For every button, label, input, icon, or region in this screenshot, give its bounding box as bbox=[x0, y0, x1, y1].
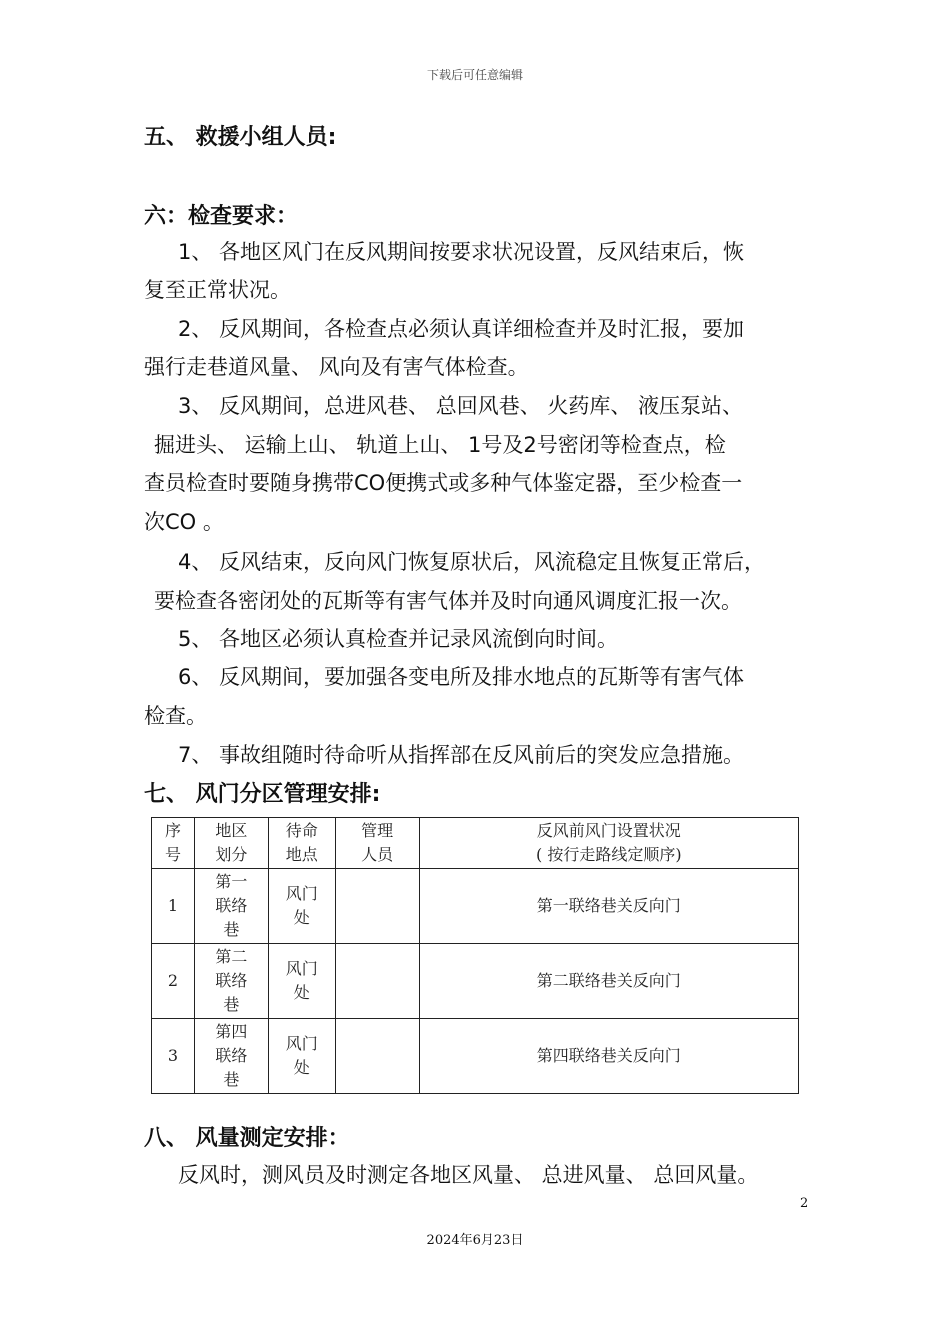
cell-staff bbox=[335, 1019, 419, 1094]
footer-date: 2024年6月23日 bbox=[426, 1233, 524, 1248]
airflow-measurement-line: 反风时，测风员及时测定各地区风量、 总进风量、 总回风量。 bbox=[178, 1163, 759, 1187]
item-6-line-1: 6、 反风期间，要加强各变电所及排水地点的瓦斯等有害气体 bbox=[178, 665, 745, 689]
item-2-line-1: 2、 反风期间，各检查点必须认真详细检查并及时汇报，要加 bbox=[178, 317, 745, 341]
table-row bbox=[152, 869, 799, 944]
table-row bbox=[152, 944, 799, 1019]
door-management-table bbox=[151, 817, 799, 1094]
section-heading-5: 五、 救援小组人员: bbox=[144, 125, 337, 150]
cell-area: 第一 联络 巷 bbox=[194, 869, 268, 944]
cell-status: 第一联络巷关反向门 bbox=[419, 869, 798, 944]
item-6-line-2: 检查。 bbox=[144, 704, 207, 728]
cell-area: 第四 联络 巷 bbox=[194, 1019, 268, 1094]
section-heading-8: 八、 风量测定安排： bbox=[144, 1126, 350, 1151]
cell-area: 第二 联络 巷 bbox=[194, 944, 268, 1019]
table-row bbox=[152, 1019, 799, 1094]
item-1-line-2: 复至正常状况。 bbox=[144, 278, 291, 302]
header-area: 地区 划分 bbox=[194, 818, 268, 869]
item-4-line-1: 4、 反风结束，反向风门恢复原状后，风流稳定且恢复正常后， bbox=[178, 550, 766, 574]
section-heading-6: 六：检查要求： bbox=[144, 204, 299, 229]
header-staff: 管理 人员 bbox=[335, 818, 419, 869]
cell-location: 风门 处 bbox=[268, 869, 335, 944]
page-header: 下载后可任意编辑 bbox=[426, 68, 523, 82]
page-number: 2 bbox=[800, 1196, 809, 1211]
cell-status: 第二联络巷关反向门 bbox=[419, 944, 798, 1019]
item-2-line-2: 强行走巷道风量、 风向及有害气体检查。 bbox=[144, 355, 529, 379]
item-3-line-1: 3、 反风期间，总进风巷、 总回风巷、 火药库、 液压泵站、 bbox=[178, 394, 744, 418]
item-3-line-4: 次CO 。 bbox=[144, 510, 224, 534]
cell-serial: 1 bbox=[152, 869, 195, 944]
cell-location: 风门 处 bbox=[268, 944, 335, 1019]
header-serial: 序 号 bbox=[152, 818, 195, 869]
section-heading-7: 七、 风门分区管理安排: bbox=[144, 782, 381, 807]
item-1-line-1: 1、 各地区风门在反风期间按要求状况设置，反风结束后，恢 bbox=[178, 240, 745, 264]
item-7: 7、 事故组随时待命听从指挥部在反风前后的突发应急措施。 bbox=[178, 743, 745, 767]
item-3-line-2: 掘进头、 运输上山、 轨道上山、 1号及2号密闭等检查点，检 bbox=[154, 433, 726, 457]
item-5: 5、 各地区必须认真检查并记录风流倒向时间。 bbox=[178, 627, 619, 651]
cell-location: 风门 处 bbox=[268, 1019, 335, 1094]
item-4-line-2: 要检查各密闭处的瓦斯等有害气体并及时向通风调度汇报一次。 bbox=[154, 589, 742, 613]
header-door-status: 反风前风门设置状况 ( 按行走路线定顺序) bbox=[419, 818, 798, 869]
item-3-line-3: 查员检查时要随身携带CO便携式或多种气体鉴定器，至少检查一 bbox=[144, 471, 743, 495]
table-header-row bbox=[152, 818, 799, 869]
cell-serial: 2 bbox=[152, 944, 195, 1019]
cell-staff bbox=[335, 944, 419, 1019]
cell-staff bbox=[335, 869, 419, 944]
cell-status: 第四联络巷关反向门 bbox=[419, 1019, 798, 1094]
cell-serial: 3 bbox=[152, 1019, 195, 1094]
header-standby-location: 待命 地点 bbox=[268, 818, 335, 869]
